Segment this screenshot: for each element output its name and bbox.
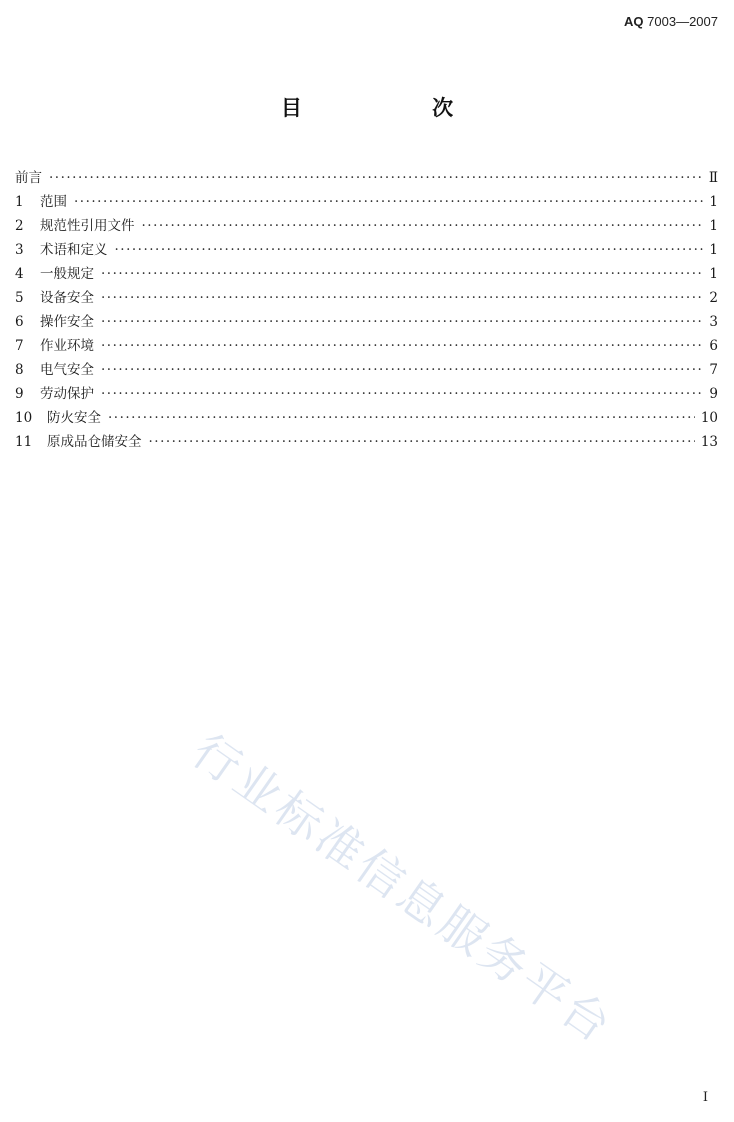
toc-entry-page: 6 bbox=[709, 338, 718, 354]
toc-entry-text: 电气安全 bbox=[40, 362, 94, 378]
toc-entry-text: 术语和定义 bbox=[40, 242, 108, 258]
toc-leader bbox=[149, 430, 695, 454]
toc-entry-text: 防火安全 bbox=[47, 410, 101, 426]
toc-entry-page: 3 bbox=[709, 314, 718, 330]
toc-entry-text: 原成品仓储安全 bbox=[47, 434, 142, 450]
toc-entry-7[interactable] bbox=[15, 334, 718, 358]
toc-entry-page: 9 bbox=[709, 386, 718, 402]
toc-leader bbox=[49, 166, 703, 190]
toc-entry-text: 前言 bbox=[15, 170, 42, 186]
toc-leader bbox=[115, 238, 704, 262]
toc-entry-number: 4 bbox=[15, 266, 24, 282]
toc-entry-11[interactable] bbox=[15, 430, 718, 454]
toc-entry-number: 10 bbox=[15, 410, 33, 426]
toc-entry-page: 13 bbox=[700, 434, 718, 450]
toc-leader bbox=[101, 310, 703, 334]
toc-entry-number: 1 bbox=[15, 194, 24, 210]
toc-entry-page: 1 bbox=[709, 266, 718, 282]
toc-entry-number: 7 bbox=[15, 338, 24, 354]
toc-entry-text: 作业环境 bbox=[40, 338, 94, 354]
toc-entry-4[interactable] bbox=[15, 262, 718, 286]
toc-entry-number: 6 bbox=[15, 314, 24, 330]
toc-entry-number: 3 bbox=[15, 242, 24, 258]
toc-leader bbox=[101, 382, 703, 406]
toc-entry-number: 8 bbox=[15, 362, 24, 378]
toc-entry-text: 设备安全 bbox=[40, 290, 94, 306]
toc-leader bbox=[142, 214, 704, 238]
toc-entry-page: 1 bbox=[709, 242, 718, 258]
toc-entry-1[interactable] bbox=[15, 190, 718, 214]
standard-code bbox=[624, 14, 718, 29]
toc-entry-page: Ⅱ bbox=[708, 170, 718, 186]
toc-entry-8[interactable] bbox=[15, 358, 718, 382]
toc-entry-text: 操作安全 bbox=[40, 314, 94, 330]
standard-code-number: 7003—2007 bbox=[647, 14, 718, 29]
toc-entry-page: 2 bbox=[709, 290, 718, 306]
toc-entry-2[interactable] bbox=[15, 214, 718, 238]
page-number: I bbox=[702, 1090, 708, 1105]
toc-entry-number: 5 bbox=[15, 290, 24, 306]
toc-entry-number: 9 bbox=[15, 386, 24, 402]
standard-code-prefix: AQ bbox=[624, 14, 644, 29]
toc-entry-number: 11 bbox=[15, 434, 33, 450]
toc-leader bbox=[101, 334, 703, 358]
toc-leader bbox=[101, 358, 703, 382]
toc-leader bbox=[101, 286, 703, 310]
toc-entry-10[interactable] bbox=[15, 406, 718, 430]
toc-entry-page: 1 bbox=[709, 218, 718, 234]
toc-entry-foreword[interactable] bbox=[15, 166, 718, 190]
toc-leader bbox=[108, 406, 695, 430]
toc-entry-text: 一般规定 bbox=[40, 266, 94, 282]
toc-entry-text: 劳动保护 bbox=[40, 386, 94, 402]
table-of-contents bbox=[15, 166, 718, 454]
toc-entry-page: 1 bbox=[709, 194, 718, 210]
toc-entry-9[interactable] bbox=[15, 382, 718, 406]
toc-leader bbox=[101, 262, 703, 286]
toc-entry-3[interactable] bbox=[15, 238, 718, 262]
toc-entry-number: 2 bbox=[15, 218, 24, 234]
toc-entry-text: 范围 bbox=[40, 194, 67, 210]
page-title: 目 次 bbox=[280, 96, 508, 120]
toc-entry-text: 规范性引用文件 bbox=[40, 218, 135, 234]
toc-entry-page: 10 bbox=[700, 410, 718, 426]
toc-entry-page: 7 bbox=[709, 362, 718, 378]
watermark: 行业标准信息服务平台 bbox=[182, 723, 624, 1055]
toc-entry-6[interactable] bbox=[15, 310, 718, 334]
toc-entry-5[interactable] bbox=[15, 286, 718, 310]
toc-leader bbox=[74, 190, 703, 214]
